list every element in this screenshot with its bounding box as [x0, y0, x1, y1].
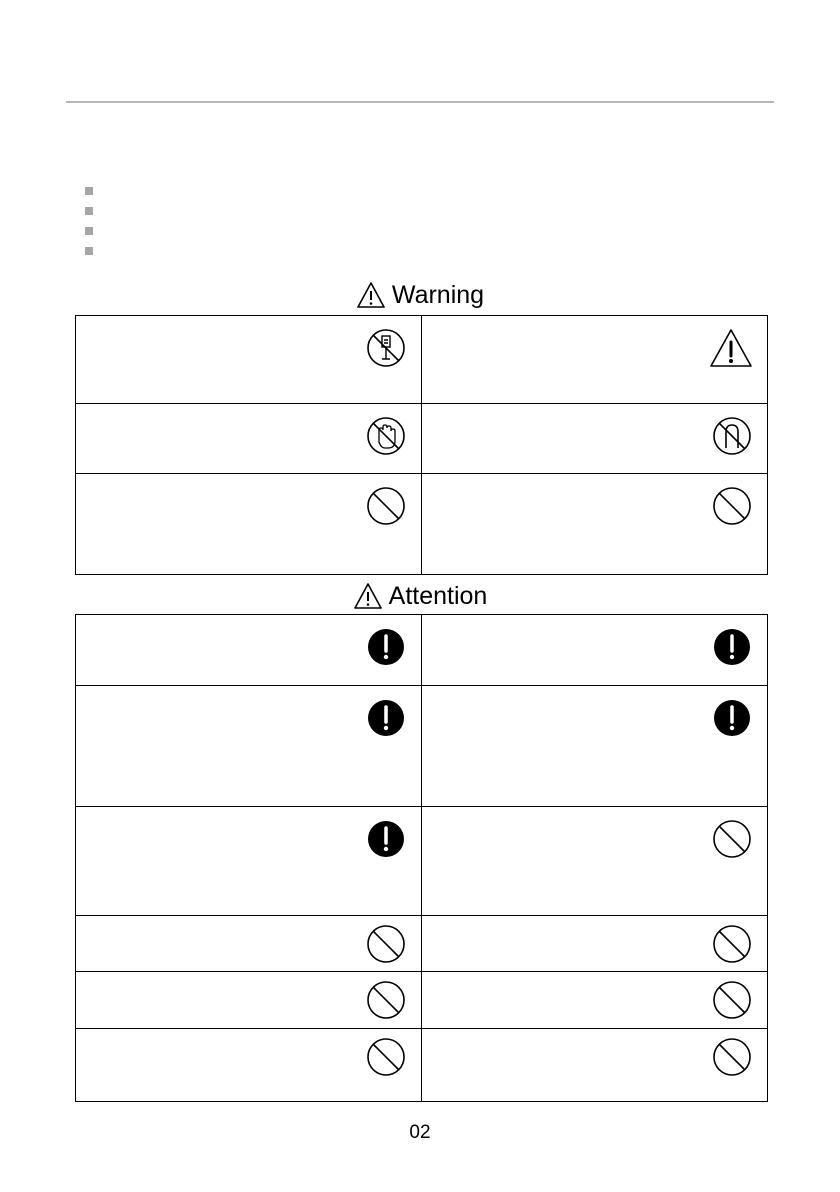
bullet-marker [85, 247, 93, 255]
top-divider [66, 101, 774, 103]
warning-triangle-icon [353, 582, 383, 610]
warning-cell [422, 316, 767, 403]
attention-cell [76, 686, 422, 806]
attention-cell [76, 615, 422, 685]
no-wet-hands-icon [712, 416, 752, 456]
table-row [76, 916, 767, 972]
prohibited-icon [366, 1037, 406, 1077]
table-row [76, 404, 767, 474]
warning-cell [76, 474, 422, 574]
attention-cell [76, 1029, 422, 1101]
bullet-list [85, 187, 93, 267]
table-row [76, 686, 767, 807]
attention-table [75, 614, 768, 1102]
prohibited-icon [712, 924, 752, 964]
prohibited-icon [712, 819, 752, 859]
attention-cell [422, 615, 767, 685]
warning-triangle-icon [356, 281, 386, 309]
prohibited-icon [366, 924, 406, 964]
attention-title: Attention [388, 582, 488, 610]
warning-table [75, 315, 768, 575]
prohibited-icon [366, 486, 406, 526]
table-row [76, 316, 767, 404]
no-disassembly-icon [366, 328, 406, 368]
table-row [76, 1029, 767, 1101]
attention-heading [0, 581, 840, 611]
table-row [76, 807, 767, 916]
table-row [76, 615, 767, 686]
warning-heading [0, 280, 840, 310]
prohibited-icon [712, 486, 752, 526]
mandatory-action-icon [366, 698, 406, 738]
bullet-marker [85, 187, 93, 195]
warning-cell [422, 474, 767, 574]
attention-cell [76, 972, 422, 1028]
no-touch-hand-icon [366, 416, 406, 456]
mandatory-action-icon [366, 819, 406, 859]
bullet-marker [85, 227, 93, 235]
attention-cell [76, 807, 422, 915]
prohibited-icon [712, 1037, 752, 1077]
page-number: 02 [409, 1122, 431, 1143]
table-row [76, 972, 767, 1029]
warning-cell [76, 404, 422, 473]
warning-cell [76, 316, 422, 403]
attention-cell [422, 972, 767, 1028]
attention-cell [422, 1029, 767, 1101]
mandatory-action-icon [366, 627, 406, 667]
warning-title: Warning [391, 281, 485, 309]
table-row [76, 474, 767, 574]
prohibited-icon [366, 980, 406, 1020]
mandatory-action-icon [712, 698, 752, 738]
attention-cell [76, 916, 422, 971]
warning-cell [422, 404, 767, 473]
prohibited-icon [712, 980, 752, 1020]
attention-cell [422, 916, 767, 971]
attention-cell [422, 686, 767, 806]
caution-triangle-icon [709, 328, 753, 368]
attention-cell [422, 807, 767, 915]
mandatory-action-icon [712, 627, 752, 667]
bullet-marker [85, 207, 93, 215]
